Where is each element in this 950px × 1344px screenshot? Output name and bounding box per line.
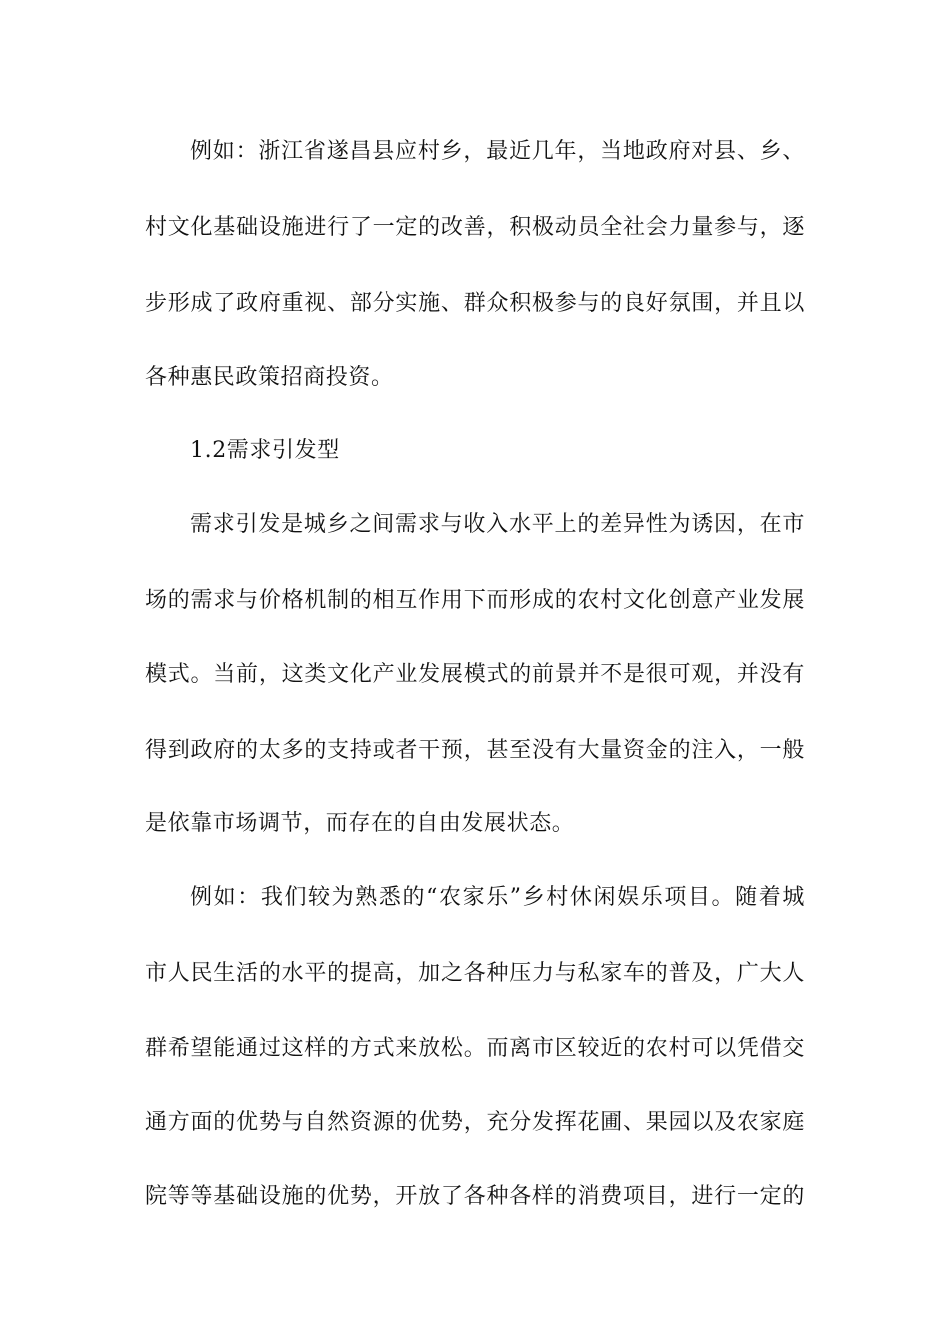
paragraph-2-line-1: 需求引发是城乡之间需求与收入水平上的差异性为诱因，在市 [190, 512, 805, 537]
paragraph-3-line-3: 群希望能通过这样的方式来放松。而离市区较近的农村可以凭借交 [145, 1036, 805, 1061]
paragraph-3-line-4: 通方面的优势与自然资源的优势，充分发挥花圃、果园以及农家庭 [145, 1110, 805, 1135]
paragraph-1-line-2: 村文化基础设施进行了一定的改善，积极动员全社会力量参与，逐 [145, 215, 805, 240]
paragraph-3-line-1: 例如：我们较为熟悉的“农家乐”乡村休闲娱乐项目。随着城 [190, 885, 805, 910]
paragraph-2-line-3: 模式。当前，这类文化产业发展模式的前景并不是很可观，并没有 [145, 662, 805, 687]
paragraph-2-line-5: 是依靠市场调节，而存在的自由发展状态。 [145, 811, 575, 836]
paragraph-2-line-4: 得到政府的太多的支持或者干预，甚至没有大量资金的注入，一般 [145, 738, 805, 763]
paragraph-1-line-4: 各种惠民政策招商投资。 [145, 365, 394, 390]
paragraph-3-line-2: 市人民生活的水平的提高，加之各种压力与私家车的普及，广大人 [145, 961, 805, 986]
section-heading: 1.2需求引发型 [190, 438, 340, 463]
paragraph-2-line-2: 场的需求与价格机制的相互作用下而形成的农村文化创意产业发展 [145, 588, 805, 613]
paragraph-1-line-3: 步形成了政府重视、部分实施、群众积极参与的良好氛围，并且以 [145, 291, 805, 316]
paragraph-3-line-5: 院等等基础设施的优势，开放了各种各样的消费项目，进行一定的 [145, 1184, 805, 1209]
paragraph-1-line-1: 例如：浙江省遂昌县应村乡，最近几年，当地政府对县、乡、 [190, 139, 805, 164]
